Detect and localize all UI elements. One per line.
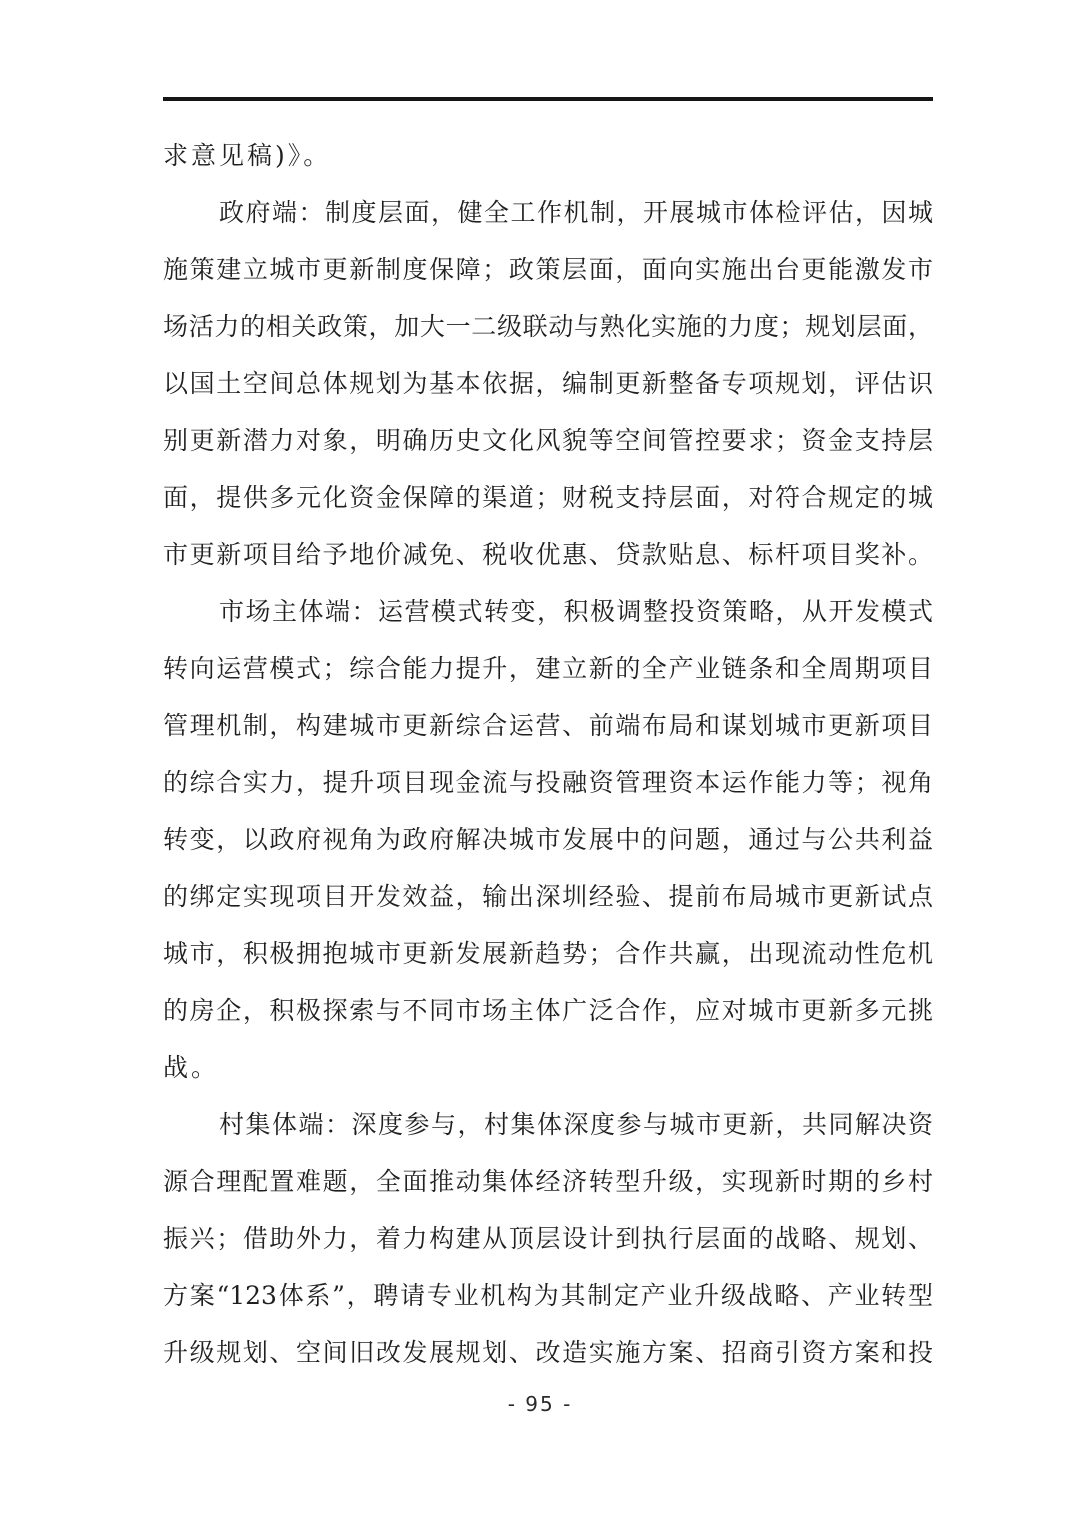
- page-number: - 95 -: [507, 1392, 573, 1416]
- text-line: 方案“123体系”，聘请专业机构为其制定产业升级战略、产业转型: [163, 1281, 933, 1310]
- text-line: 振兴；借助外力，着力构建从顶层设计到执行层面的战略、规划、: [163, 1224, 933, 1253]
- text-line: 面，提供多元化资金保障的渠道；财税支持层面，对符合规定的城: [163, 483, 933, 512]
- text-line: 战。: [163, 1053, 220, 1082]
- text-line: 求意见稿)》。: [163, 141, 332, 170]
- text-line: 转变，以政府视角为政府解决城市发展中的问题，通过与公共利益: [163, 825, 933, 854]
- text-line: 市更新项目给予地价减免、税收优惠、贷款贴息、标杆项目奖补。: [163, 540, 933, 569]
- text-line: 升级规划、空间旧改发展规划、改造实施方案、招商引资方案和投: [163, 1338, 933, 1367]
- text-line: 城市，积极拥抱城市更新发展新趋势；合作共赢，出现流动性危机: [163, 939, 933, 968]
- text-line: 源合理配置难题，全面推动集体经济转型升级，实现新时期的乡村: [163, 1167, 933, 1196]
- text-line: 场活力的相关政策，加大一二级联动与熟化实施的力度；规划层面，: [163, 312, 933, 341]
- text-line: 的综合实力，提升项目现金流与投融资管理资本运作能力等；视角: [163, 768, 933, 797]
- text-line: 政府端：制度层面，健全工作机制，开展城市体检评估，因城: [219, 198, 933, 227]
- header-rule: [163, 97, 933, 101]
- document-body: [163, 127, 933, 1381]
- text-line: 管理机制，构建城市更新综合运营、前端布局和谋划城市更新项目: [163, 711, 933, 740]
- text-line: 转向运营模式；综合能力提升，建立新的全产业链条和全周期项目: [163, 654, 933, 683]
- text-line: 村集体端：深度参与，村集体深度参与城市更新，共同解决资: [219, 1110, 933, 1139]
- text-line: 施策建立城市更新制度保障；政策层面，面向实施出台更能激发市: [163, 255, 933, 284]
- text-line: 的房企，积极探索与不同市场主体广泛合作，应对城市更新多元挑: [163, 996, 933, 1025]
- text-line: 以国土空间总体规划为基本依据，编制更新整备专项规划，评估识: [163, 369, 933, 398]
- text-line: 别更新潜力对象，明确历史文化风貌等空间管控要求；资金支持层: [163, 426, 933, 455]
- text-line: 的绑定实现项目开发效益，输出深圳经验、提前布局城市更新试点: [163, 882, 933, 911]
- text-line: 市场主体端：运营模式转变，积极调整投资策略，从开发模式: [219, 597, 933, 626]
